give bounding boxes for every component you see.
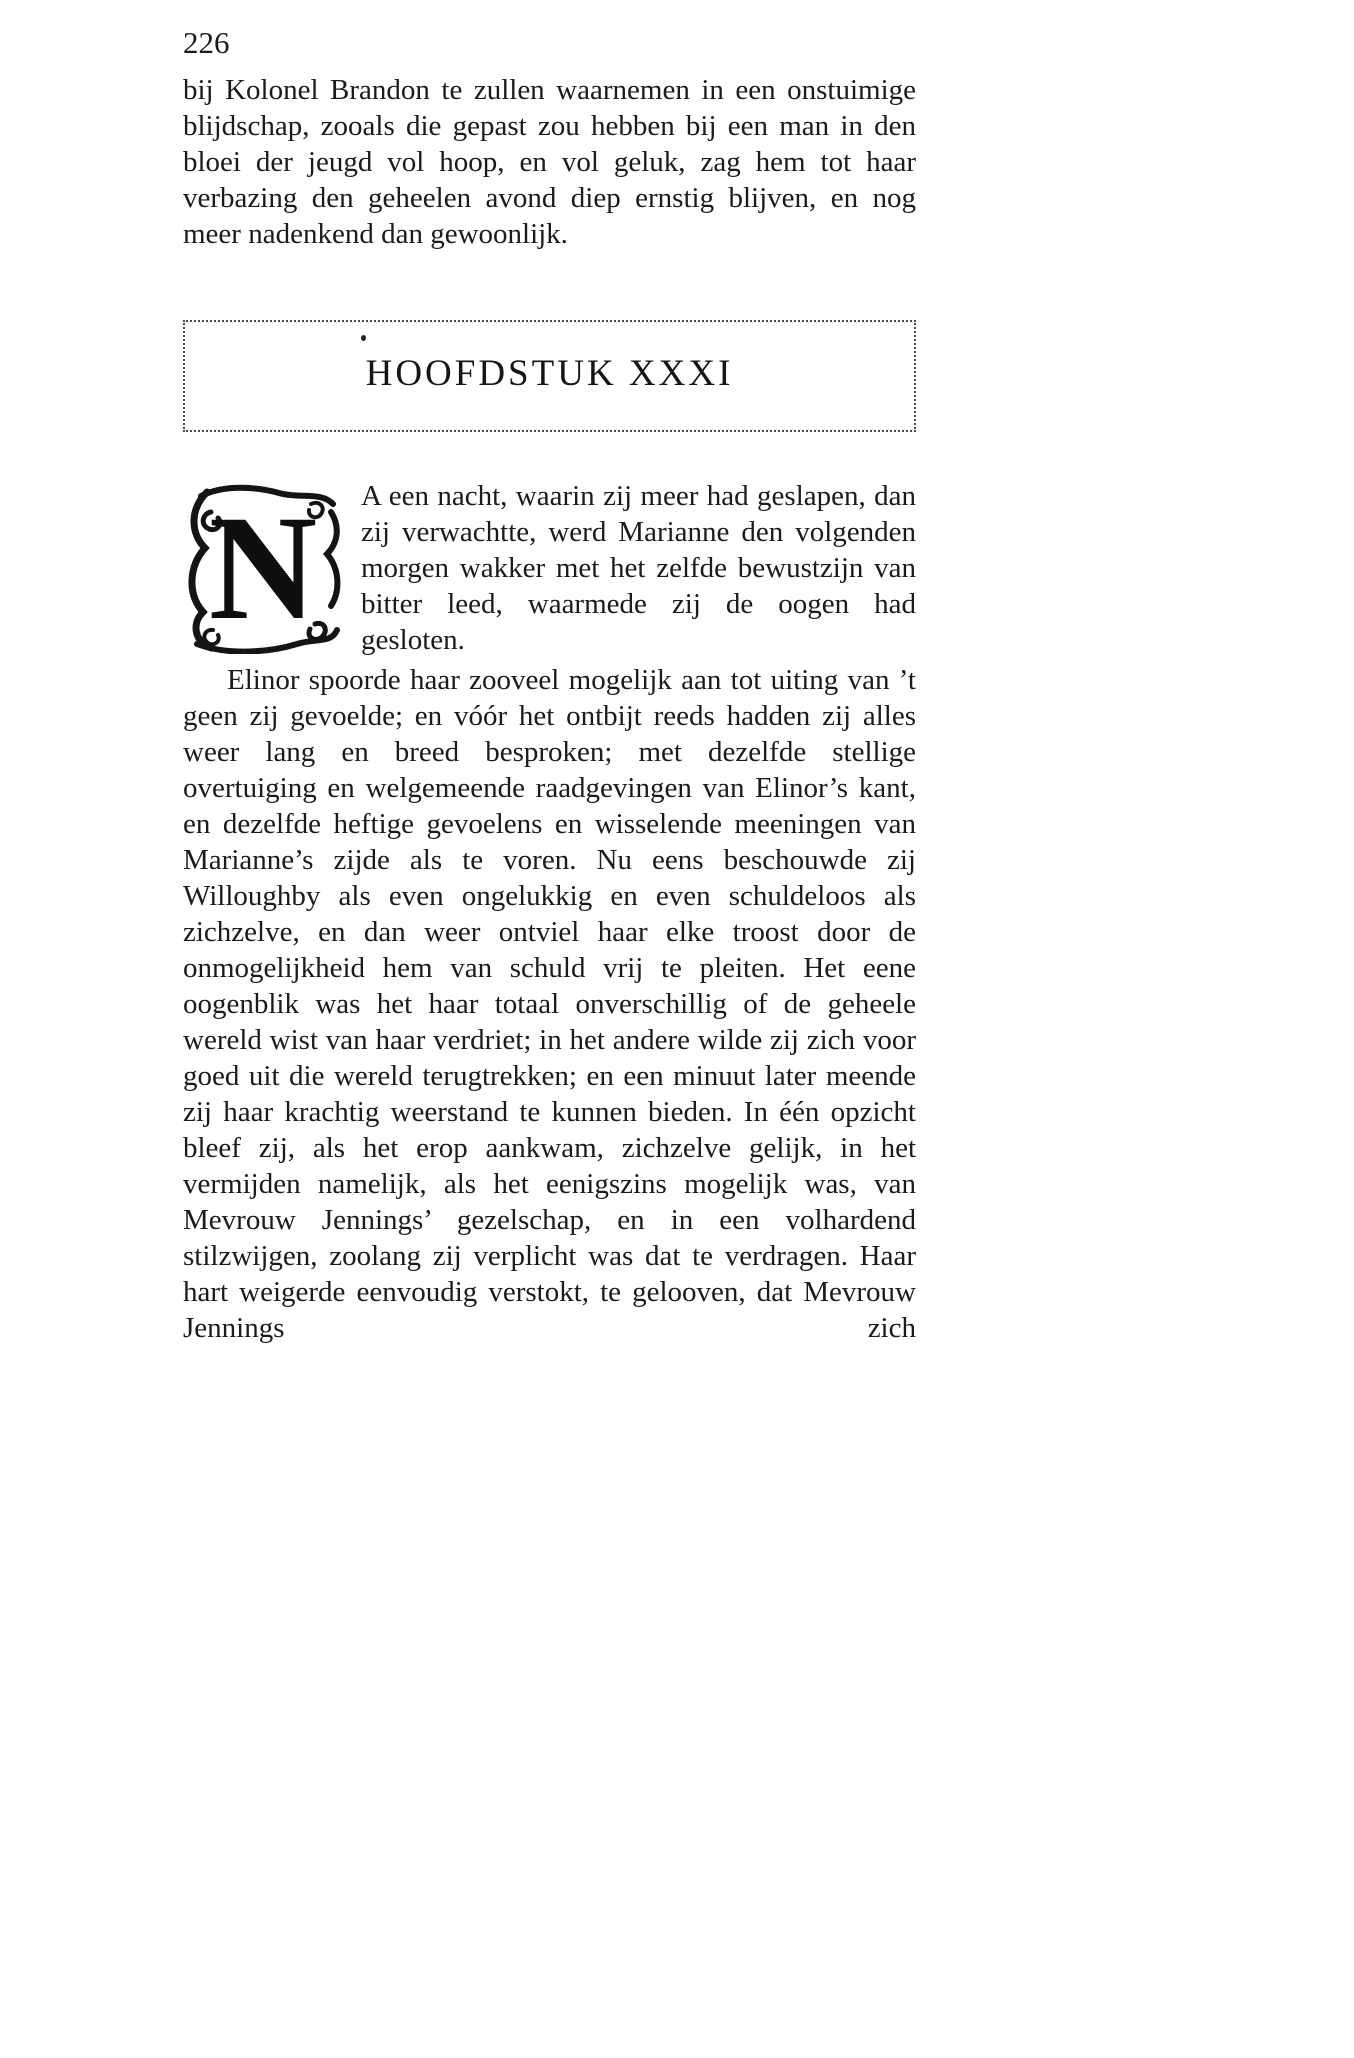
drop-cap-letter: N [208, 485, 318, 651]
page-number: 226 [183, 25, 230, 60]
chapter-heading-box [183, 320, 916, 432]
paragraph-continuation: bij Kolonel Brandon te zullen waarnemen in een onstuimige blijdschap, zooals die gepast zou hebben bij een man in den bloei der jeugd vol hoop, en vol geluk, zag hem tot haar verbazing den geheelen avond diep ernstig blijven, en nog meer nadenkend dan gewoonlijk. [183, 74, 916, 250]
ornate-initial-icon [183, 482, 343, 654]
paragraph-body: Elinor spoorde haar zooveel mogelijk aan tot uiting van ’t geen zij gevoelde; en vóór het ontbijt reeds hadden zij alles weer lang en breed besproken; met dezelfde stellige overtuiging en welgemeende raadgevingen van Elinor’s kant, en dezelfde heftige gevoelens en wisselende meeningen van Marianne’s zijde als te voren. Nu eens beschouwde zij Willoughby als even ongelukkig en even schuldeloos als zichzelve, en dan weer ontviel haar elke troost door de onmogelijkheid hem van schuld vrij te pleiten. Het eene oogenblik was het haar totaal onverschillig of de geheele wereld wist van haar verdriet; in het andere wilde zij zich voor goed uit die wereld terugtrekken; en een minuut later meende zij haar krachtig weerstand te kunnen bieden. In één opzicht bleef zij, als het erop aankwam, zichzelve gelijk, in het vermijden namelijk, als het eenigszins mogelijk was, van Mevrouw Jennings’ gezelschap, en in een volhardend stilzwijgen, zoolang zij verplicht was dat te verdragen. Haar hart weigerde eenvoudig verstokt, te gelooven, dat Mevrouw Jennings zich [183, 664, 916, 1344]
paragraph-opening [183, 478, 916, 658]
scan-speck [361, 335, 366, 341]
text-column [183, 26, 916, 1346]
chapter-heading: HOOFDSTUK XXXI [365, 353, 734, 394]
opening-text: A een nacht, waarin zij meer had geslapen, dan zij verwachtte, werd Marianne den volgenden morgen wakker met het zelfde bewustzijn van bitter leed, waarmede zij de oogen had gesloten. [361, 480, 916, 656]
